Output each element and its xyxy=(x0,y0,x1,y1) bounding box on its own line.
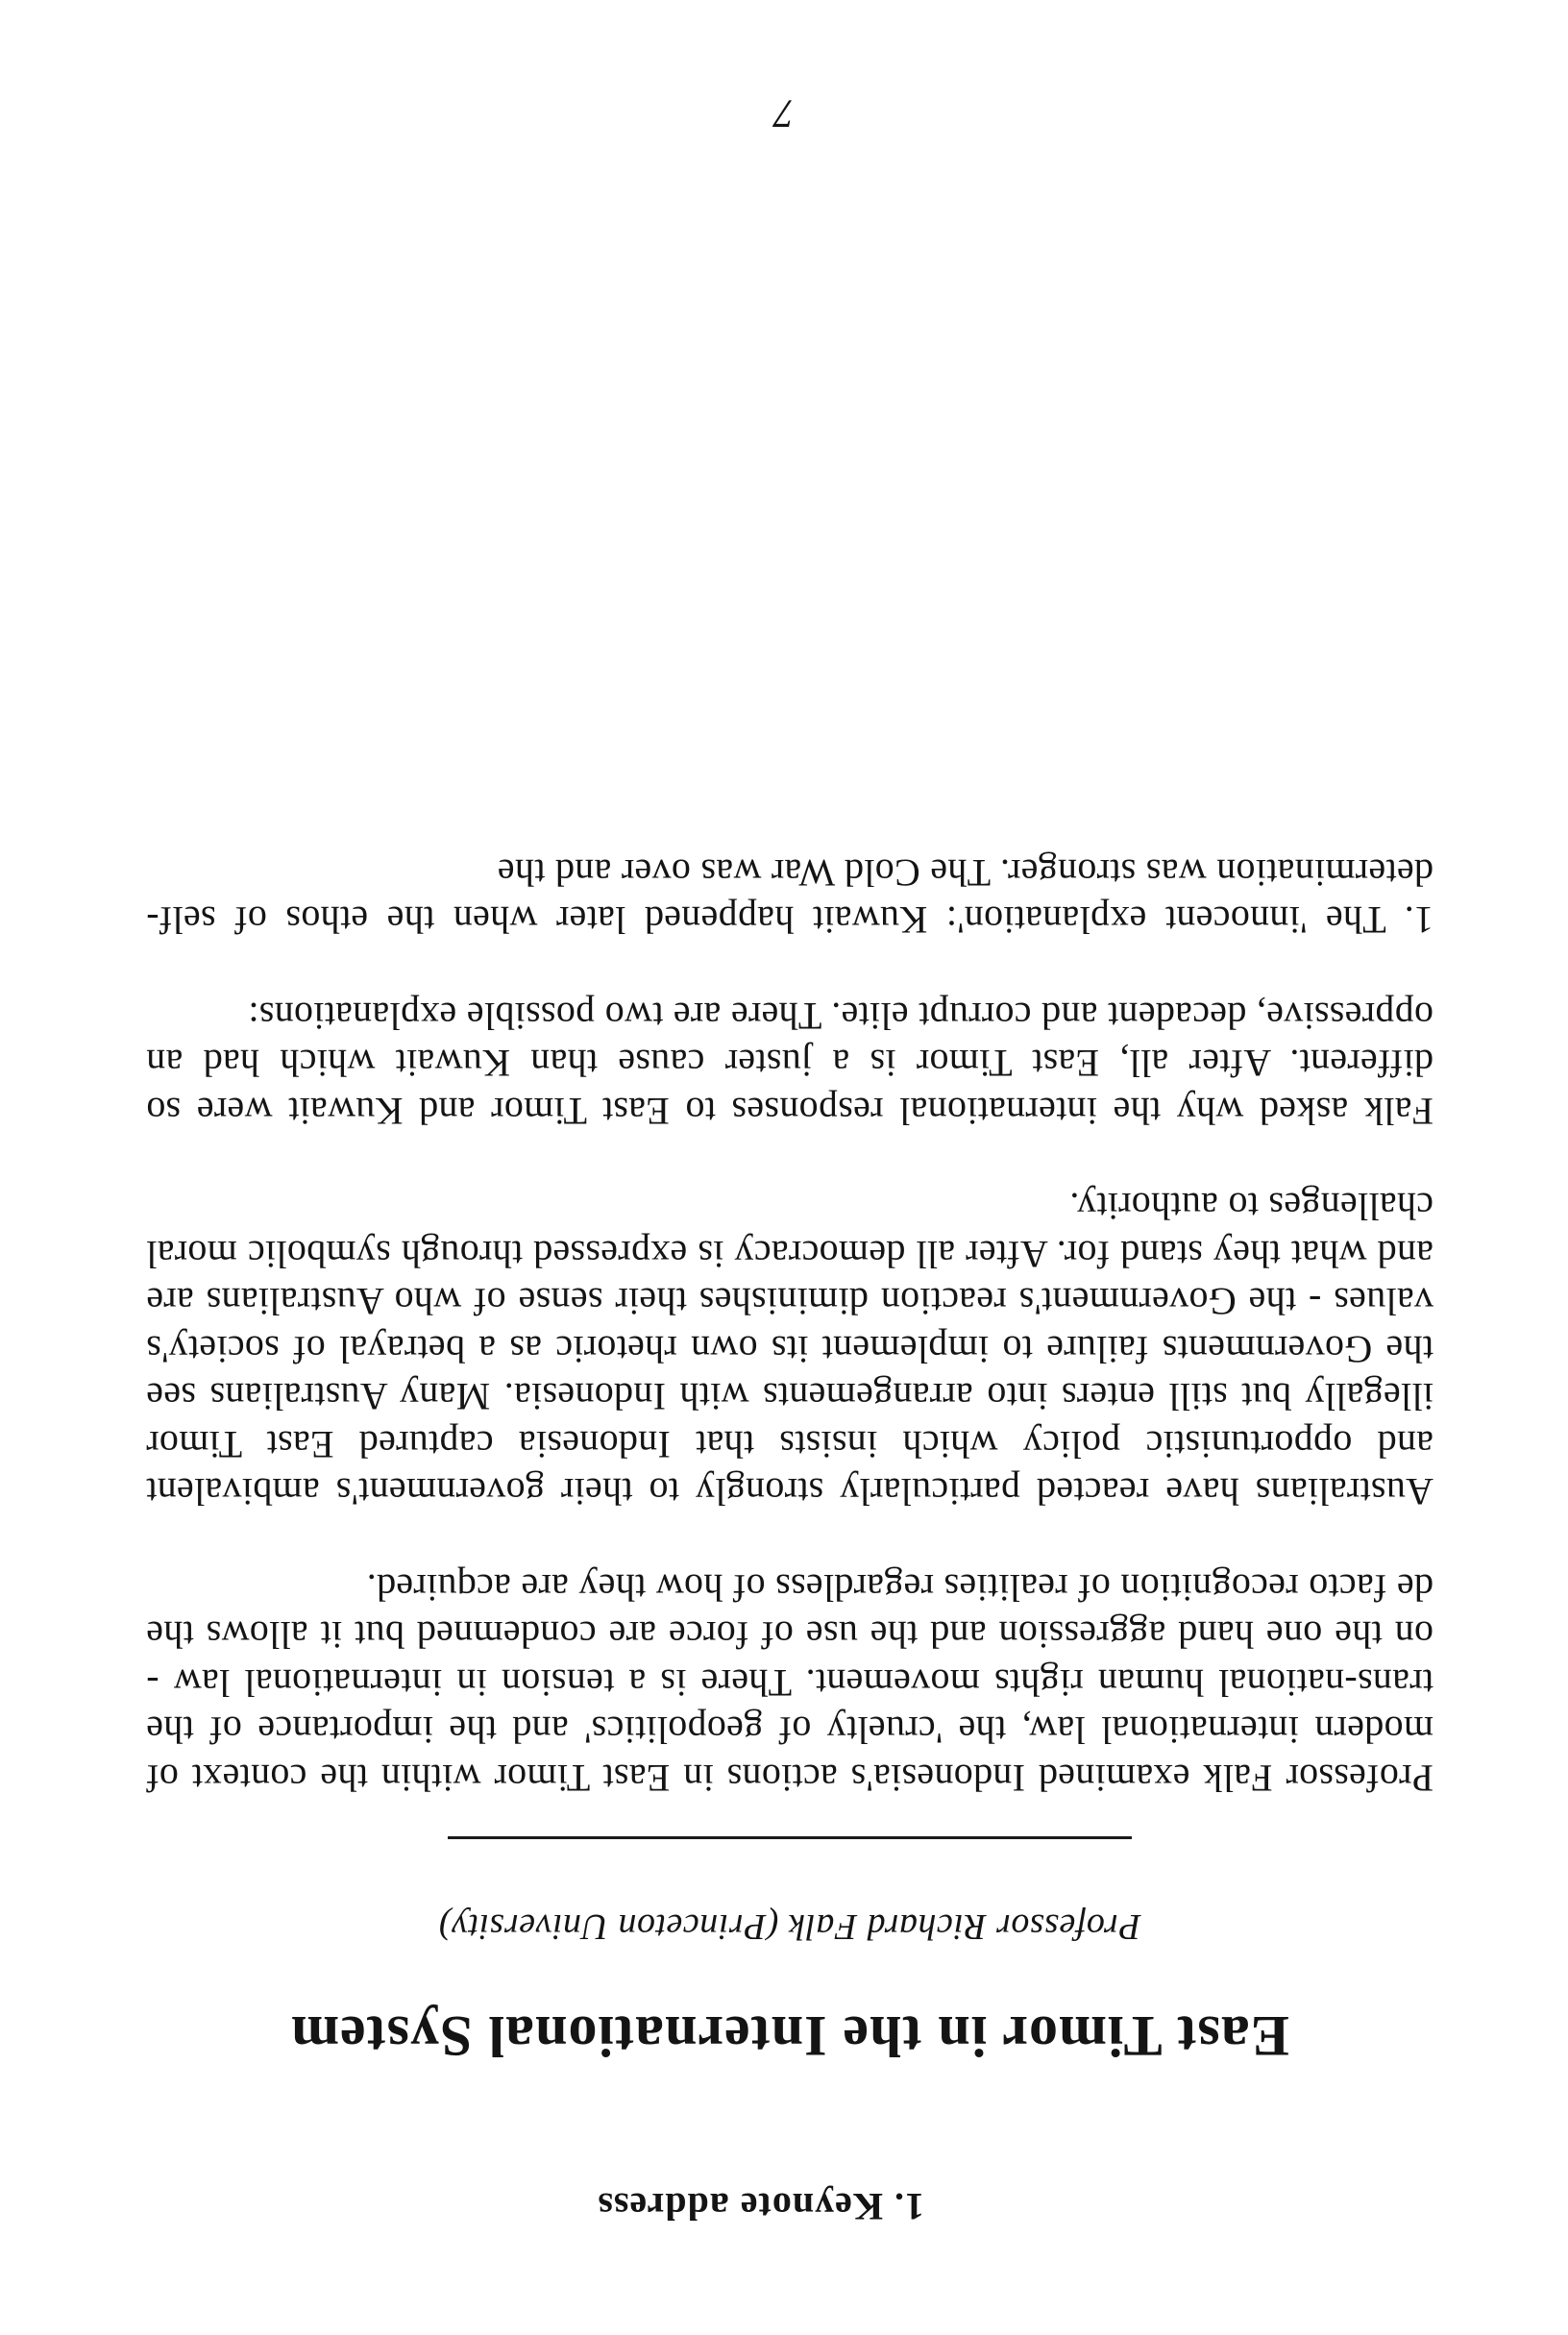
horizontal-rule xyxy=(448,1836,1132,1839)
article-title: East Timor in the International System xyxy=(290,2004,1289,2068)
page-content xyxy=(146,849,1433,2230)
body-paragraph: Professor Falk examined Indonesia's actions in East Timor within the context of modern international law, the 'cruelty of geopolitics' and the importance of the trans-national human rights movement. There is a tension in international law - on the one hand aggression and the use of force are condemned but it allows the de facto recognition of realities regardless of how they are acquired. xyxy=(146,1566,1433,1800)
body-paragraph: Australians have reacted particularly strongly to their government's ambivalent and opportunistic policy which insists that Indonesia captured East Timor illegally but still enters into arrangements with Indonesia. Many Australians see the Governments failure to implement its own rhetoric as a betrayal of society's values - the Government's reaction diminishes their sense of who Australians are and what they stand for. After all democracy is expressed through symbolic moral challenges to authority. xyxy=(146,1185,1433,1514)
body-paragraph: Falk asked why the international responses to East Timor and Kuwait were so different. After all, East Timor is a juster cause than Kuwait which had an oppressive, decadent and corrupt elite. There are two possible explanations: xyxy=(146,995,1433,1133)
page-number: 7 xyxy=(773,90,795,135)
author-byline: Professor Richard Falk (Princeton University) xyxy=(438,1906,1141,1947)
section-heading: 1. Keynote address xyxy=(597,2185,924,2228)
body-paragraph: 1. The 'innocent explanation': Kuwait happened later when the ethos of self-determination was stronger. The Cold War was over and the xyxy=(146,851,1433,943)
